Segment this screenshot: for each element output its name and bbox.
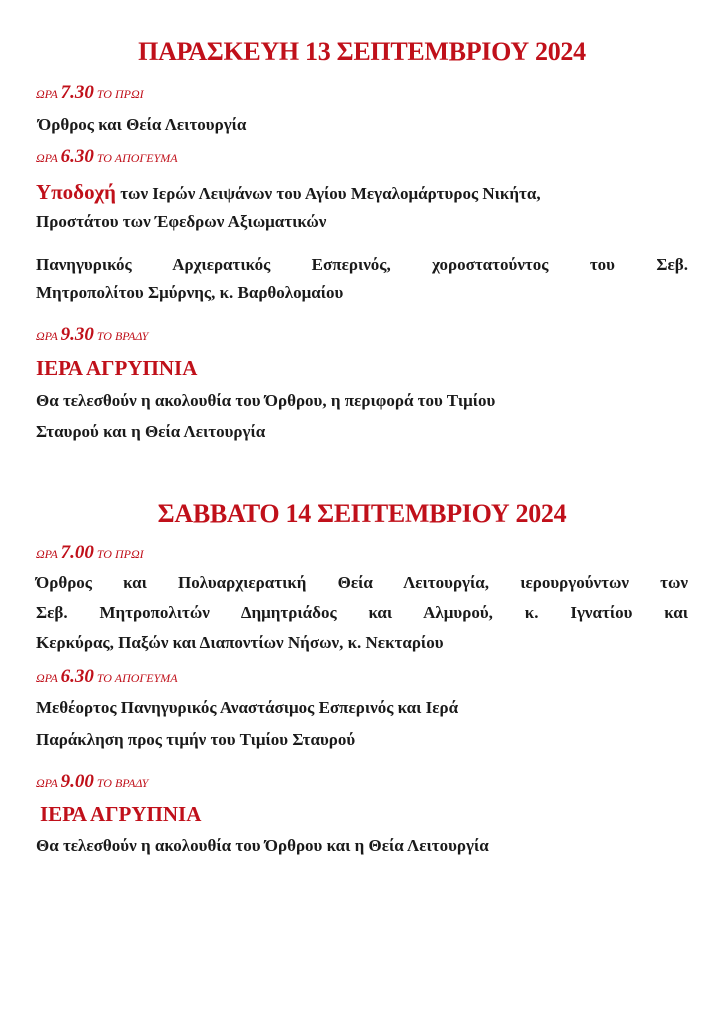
event-description: Προστάτου των Έφεδρων Αξιωματικών [36, 212, 327, 231]
time-value: 7.30 [60, 82, 94, 103]
time-label [36, 320, 148, 351]
time-period: ΤΟ ΒΡΑΔΥ [93, 329, 149, 343]
event-description-line: Σταυρού και η Θεία Λειτουργία [36, 422, 266, 441]
vigil-heading: ΙΕΡΑ ΑΓΡΥΠΝΙΑ [36, 356, 198, 380]
vigil-heading: ΙΕΡΑ ΑΓΡΥΠΝΙΑ [40, 802, 202, 826]
time-prefix: ΩΡΑ [36, 87, 61, 101]
event-description: Όρθρος και Θεία Λειτουργία [38, 115, 247, 134]
time-period: ΤΟ ΠΡΩΙ [93, 87, 144, 101]
time-prefix: ΩΡΑ [36, 776, 61, 790]
time-period: ΤΟ ΑΠΟΓΕΥΜΑ [93, 151, 178, 165]
event-description-line: Μεθέορτος Πανηγυρικός Αναστάσιμος Εσπερινός και Ιερά [36, 698, 459, 717]
time-prefix: ΩΡΑ [36, 329, 61, 343]
time-label [36, 538, 144, 569]
time-value: 7.00 [60, 542, 94, 563]
time-label [36, 662, 178, 693]
event-description-line: Σεβ. Μητροπολιτών Δημητριάδος και Αλμυρού, κ. Ιγνατίου και [36, 603, 688, 622]
time-prefix: ΩΡΑ [36, 151, 61, 165]
event-description-line: Κερκύρας, Παξών και Διαποντίων Νήσων, κ. Νεκταρίου [36, 633, 444, 652]
time-value: 6.30 [60, 666, 94, 687]
time-period: ΤΟ ΠΡΩΙ [93, 547, 144, 561]
time-label [36, 142, 178, 173]
time-prefix: ΩΡΑ [36, 671, 61, 685]
time-label [36, 767, 148, 798]
time-period: ΤΟ ΒΡΑΔΥ [93, 776, 149, 790]
event-description: Θα τελεσθούν η ακολουθία του Όρθρου και η Θεία Λειτουργία [36, 836, 489, 855]
time-prefix: ΩΡΑ [36, 547, 61, 561]
time-label [36, 78, 144, 109]
time-value: 9.00 [60, 771, 94, 792]
event-text: των Ιερών Λειψάνων του Αγίου Μεγαλομάρτυρος Νικήτα, [115, 184, 541, 203]
time-value: 6.30 [60, 146, 94, 167]
event-description-line: Μητροπολίτου Σμύρνης, κ. Βαρθολομαίου [36, 283, 344, 302]
day-title-saturday: ΣΑΒΒΑΤΟ 14 ΣΕΠΤΕΜΒΡΙΟΥ 2024 [157, 499, 567, 528]
event-description [36, 177, 541, 209]
time-period: ΤΟ ΑΠΟΓΕΥΜΑ [93, 671, 178, 685]
time-value: 9.30 [60, 324, 94, 345]
event-description-line: Όρθρος και Πολυαρχιερατική Θεία Λειτουργία, ιερουργούντων των [36, 573, 688, 592]
event-description-line: Θα τελεσθούν η ακολουθία του Όρθρου, η περιφορά του Τιμίου [36, 391, 496, 410]
event-description-line: Πανηγυρικός Αρχιερατικός Εσπερινός, χοροστατούντος του Σεβ. [36, 255, 688, 274]
day-title-friday: ΠΑΡΑΣΚΕΥΗ 13 ΣΕΠΤΕΜΒΡΙΟΥ 2024 [138, 37, 586, 66]
event-description-line: Παράκληση προς τιμήν του Τιμίου Σταυρού [36, 730, 356, 749]
highlight-word: Υποδοχή [36, 180, 116, 204]
